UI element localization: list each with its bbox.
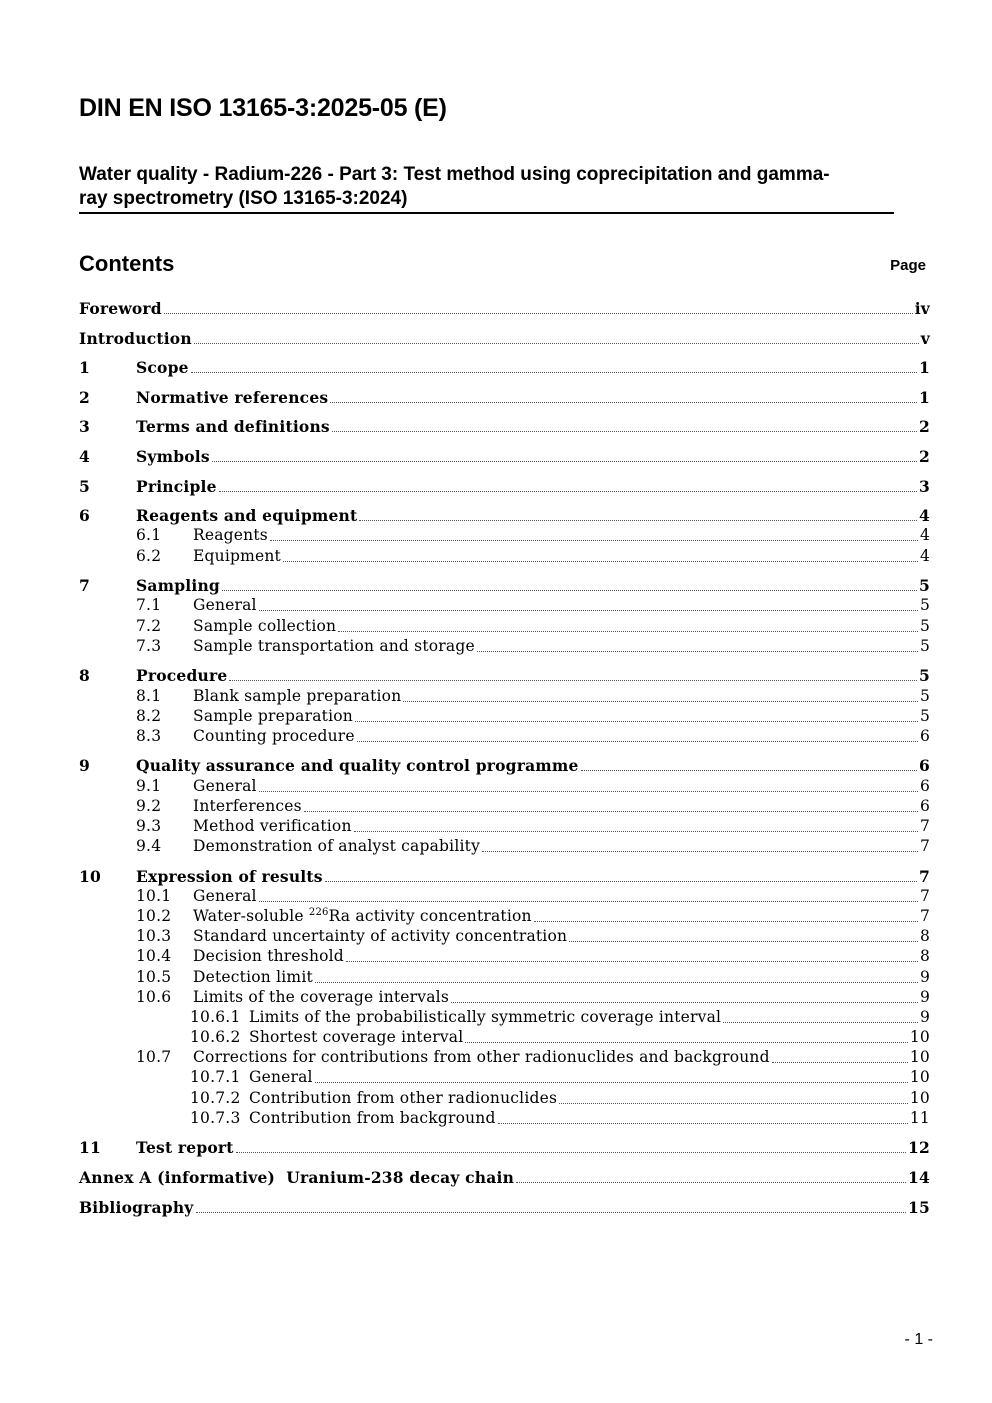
toc-leader [451, 1001, 918, 1003]
toc-title-prefix: Water-soluble [193, 907, 309, 925]
toc-page: 5 [919, 637, 930, 655]
toc-title: Detection limit [193, 968, 313, 986]
toc-page: 10 [909, 1089, 930, 1107]
toc-title: Corrections for contributions from other radionuclides and background [193, 1048, 770, 1066]
toc-entry-introduction[interactable] [79, 329, 930, 349]
toc-number: 10.7.1 [190, 1068, 241, 1086]
toc-page: 6 [919, 777, 930, 795]
toc-title: Limits of the coverage intervals [193, 988, 449, 1006]
toc-page: 5 [919, 666, 930, 685]
toc-entry-10-1[interactable] [79, 887, 930, 907]
toc-entry-8-1[interactable] [79, 687, 930, 707]
toc-leader [236, 1151, 906, 1153]
toc-leader [191, 371, 917, 373]
toc-number: 6.1 [136, 526, 162, 544]
toc-title: Method verification [193, 817, 352, 835]
toc-page: 4 [919, 526, 930, 544]
toc-page: 7 [919, 867, 930, 886]
toc-number: 9.2 [136, 797, 162, 815]
toc-number: 10.7.3 [190, 1109, 241, 1127]
toc-leader [330, 401, 917, 403]
toc-leader [325, 880, 917, 882]
toc-title: Symbols [136, 447, 210, 466]
toc-number: 4 [79, 447, 90, 466]
toc-number: 10.6 [136, 988, 172, 1006]
toc-number: 10.6.2 [190, 1028, 241, 1046]
toc-entry-11[interactable] [79, 1138, 930, 1158]
toc-number: 8 [79, 666, 90, 685]
toc-title: Contribution from other radionuclides [249, 1089, 558, 1107]
toc-entry-8-2[interactable] [79, 707, 930, 727]
toc-title: General [193, 777, 257, 795]
toc-page: 5 [919, 707, 930, 725]
toc-page: 9 [919, 988, 930, 1006]
toc-title: Annex A (informative) Uranium-238 decay chain [79, 1168, 515, 1187]
toc-number: 7.2 [136, 617, 162, 635]
toc-page: 5 [919, 687, 930, 705]
toc-leader [229, 679, 917, 681]
toc-number: 9.3 [136, 817, 162, 835]
toc-leader [516, 1181, 906, 1183]
toc-number: 6.2 [136, 547, 162, 565]
toc-entry-7-2[interactable] [79, 617, 930, 637]
toc-title: Blank sample preparation [193, 687, 402, 705]
toc-entry-foreword[interactable] [79, 299, 930, 319]
toc-title: Quality assurance and quality control programme [136, 756, 579, 775]
toc-entry-10-4[interactable] [79, 947, 930, 967]
subtitle-line-2: ray spectrometry (ISO 13165-3:2024) [79, 188, 408, 209]
toc-page: 1 [919, 388, 930, 407]
toc-number: 7 [79, 576, 90, 595]
toc-entry-10-6-1[interactable] [79, 1008, 930, 1028]
toc-title: General [193, 887, 257, 905]
toc-page: 6 [919, 797, 930, 815]
toc-page: 2 [919, 417, 930, 436]
toc-page: 2 [919, 447, 930, 466]
document-title: DIN EN ISO 13165-3:2025-05 (E) [79, 94, 447, 122]
toc-leader [222, 589, 917, 591]
toc-page: v [920, 329, 930, 348]
toc-title: Expression of results [136, 867, 323, 886]
toc-leader [355, 720, 918, 722]
toc-page: 6 [919, 727, 930, 745]
toc-leader [259, 790, 918, 792]
toc-leader [164, 312, 913, 314]
toc-page: 5 [919, 596, 930, 614]
toc-title: Normative references [136, 388, 329, 407]
toc-leader [581, 769, 917, 771]
toc-title: Shortest coverage interval [249, 1028, 464, 1046]
toc-page: 7 [919, 887, 930, 905]
toc-title: Procedure [136, 666, 228, 685]
toc-page: 8 [919, 927, 930, 945]
toc-number: 10.6.1 [190, 1008, 241, 1026]
page-column-label: Page [890, 257, 926, 274]
toc-number: 8.3 [136, 727, 162, 745]
toc-number: 10.7.2 [190, 1089, 241, 1107]
toc-title: Reagents and equipment [136, 506, 358, 525]
toc-leader [270, 539, 918, 541]
toc-number: 6 [79, 506, 90, 525]
toc-entry-10-6[interactable] [79, 988, 930, 1008]
toc-title: General [193, 596, 257, 614]
toc-entry-8-3[interactable] [79, 727, 930, 747]
toc-entry-3[interactable] [79, 417, 930, 437]
toc-title: Equipment [193, 547, 281, 565]
toc-title: Counting procedure [193, 727, 355, 745]
toc-page: iv [914, 299, 930, 318]
toc-entry-8[interactable] [79, 666, 930, 686]
toc-title: Scope [136, 358, 189, 377]
toc-title: Interferences [193, 797, 302, 815]
toc-number: 10.5 [136, 968, 172, 986]
toc-entry-10-3[interactable] [79, 927, 930, 947]
toc-title: Sampling [136, 576, 220, 595]
toc-number: 10.7 [136, 1048, 172, 1066]
toc-number: 8.1 [136, 687, 162, 705]
toc-page: 11 [909, 1109, 930, 1127]
toc-entry-1[interactable] [79, 358, 930, 378]
toc-entry-bibliography[interactable] [79, 1198, 930, 1218]
toc-page: 8 [919, 947, 930, 965]
toc-number: 10.3 [136, 927, 172, 945]
toc-number: 10 [79, 867, 101, 886]
toc-title: Introduction [79, 329, 192, 348]
toc-entry-6[interactable] [79, 506, 930, 526]
toc-entry-9[interactable] [79, 756, 930, 776]
document-subtitle [79, 163, 894, 214]
toc-leader [304, 810, 918, 812]
toc-title: Foreword [79, 299, 162, 318]
toc-leader [346, 960, 918, 962]
toc-number: 9.4 [136, 837, 162, 855]
toc-number: 2 [79, 388, 90, 407]
toc-title: Demonstration of analyst capability [193, 837, 481, 855]
toc-page: 9 [919, 968, 930, 986]
toc-leader [259, 609, 918, 611]
toc-leader [482, 850, 918, 852]
toc-leader [569, 940, 918, 942]
toc-page: 4 [919, 547, 930, 565]
toc-page: 9 [919, 1008, 930, 1026]
toc-number: 9.1 [136, 777, 162, 795]
toc-page: 12 [908, 1138, 930, 1157]
toc-entry-annex-a[interactable] [79, 1168, 930, 1188]
toc-title: Test report [136, 1138, 234, 1157]
toc-number: 1 [79, 358, 90, 377]
toc-title: Decision threshold [193, 947, 344, 965]
toc-page: 6 [919, 756, 930, 775]
toc-number: 11 [79, 1138, 101, 1157]
toc-leader [315, 981, 918, 983]
toc-page: 5 [919, 576, 930, 595]
toc-leader [354, 830, 918, 832]
toc-title: Reagents [193, 526, 268, 544]
toc-page: 15 [908, 1198, 930, 1217]
toc-page: 1 [919, 358, 930, 377]
toc-entry-7[interactable] [79, 576, 930, 596]
toc-entry-10-5[interactable] [79, 968, 930, 988]
subtitle-line-1: Water quality - Radium-226 - Part 3: Test method using coprecipitation and gamma- [79, 164, 830, 185]
toc-page: 7 [919, 837, 930, 855]
toc-title: Terms and definitions [136, 417, 330, 436]
toc-entry-10-7[interactable] [79, 1048, 930, 1068]
toc-title: Limits of the probabilistically symmetric coverage interval [249, 1008, 722, 1026]
toc-leader [403, 700, 918, 702]
toc-page: 10 [909, 1068, 930, 1086]
toc-entry-7-3[interactable] [79, 637, 930, 657]
toc-number: 7.3 [136, 637, 162, 655]
toc-number: 10.4 [136, 947, 172, 965]
toc-title [193, 907, 532, 925]
toc-entry-4[interactable] [79, 447, 930, 467]
toc-leader [359, 519, 917, 521]
toc-number: 7.1 [136, 596, 162, 614]
toc-entry-10[interactable] [79, 867, 930, 887]
toc-page: 10 [909, 1048, 930, 1066]
toc-entry-6-2[interactable] [79, 547, 930, 567]
toc-title: Sample preparation [193, 707, 353, 725]
toc-leader [559, 1102, 908, 1104]
toc-page: 14 [908, 1168, 930, 1187]
toc-leader [219, 490, 917, 492]
toc-number: 8.2 [136, 707, 162, 725]
toc-leader [477, 650, 918, 652]
toc-page: 10 [909, 1028, 930, 1046]
toc-title: Standard uncertainty of activity concentration [193, 927, 568, 945]
toc-leader [772, 1061, 908, 1063]
toc-page: 7 [919, 817, 930, 835]
toc-leader [338, 630, 918, 632]
toc-number: 9 [79, 756, 90, 775]
toc-title: Contribution from background [249, 1109, 496, 1127]
toc-entry-9-1[interactable] [79, 777, 930, 797]
toc-title: Principle [136, 477, 217, 496]
toc-page: 5 [919, 617, 930, 635]
toc-leader [212, 460, 917, 462]
toc-page: 4 [919, 506, 930, 525]
toc-entry-7-1[interactable] [79, 596, 930, 616]
toc-entry-2[interactable] [79, 388, 930, 408]
toc-entry-9-3[interactable] [79, 817, 930, 837]
page-number: - 1 - [904, 1331, 933, 1348]
toc-leader [194, 342, 919, 344]
toc-title: Bibliography [79, 1198, 194, 1217]
toc-leader [283, 560, 918, 562]
toc-leader [534, 920, 918, 922]
toc-leader [332, 430, 917, 432]
toc-title-suffix: Ra activity concentration [328, 907, 532, 925]
toc-entry-9-2[interactable] [79, 797, 930, 817]
toc-entry-10-7-1[interactable] [79, 1068, 930, 1088]
toc-entry-10-7-3[interactable] [79, 1109, 930, 1129]
toc-title: Sample transportation and storage [193, 637, 475, 655]
toc-number: 3 [79, 417, 90, 436]
toc-leader [723, 1021, 918, 1023]
toc-leader [196, 1211, 907, 1213]
toc-page: 7 [919, 907, 930, 925]
toc-leader [259, 900, 918, 902]
isotope-superscript: 226 [308, 907, 329, 918]
toc-entry-6-1[interactable] [79, 526, 930, 546]
toc-entry-10-7-2[interactable] [79, 1089, 930, 1109]
toc-leader [498, 1122, 908, 1124]
toc-leader [315, 1081, 908, 1083]
toc-number: 10.2 [136, 907, 172, 925]
toc-number: 10.1 [136, 887, 172, 905]
toc-title: General [249, 1068, 313, 1086]
toc-page: 3 [919, 477, 930, 496]
toc-entry-5[interactable] [79, 477, 930, 497]
toc-entry-9-4[interactable] [79, 837, 930, 857]
toc-title: Sample collection [193, 617, 337, 635]
contents-heading: Contents [79, 251, 175, 276]
toc-entry-10-6-2[interactable] [79, 1028, 930, 1048]
toc-leader [465, 1041, 908, 1043]
toc-entry-10-2[interactable] [79, 907, 930, 927]
toc-leader [357, 740, 918, 742]
toc-number: 5 [79, 477, 90, 496]
